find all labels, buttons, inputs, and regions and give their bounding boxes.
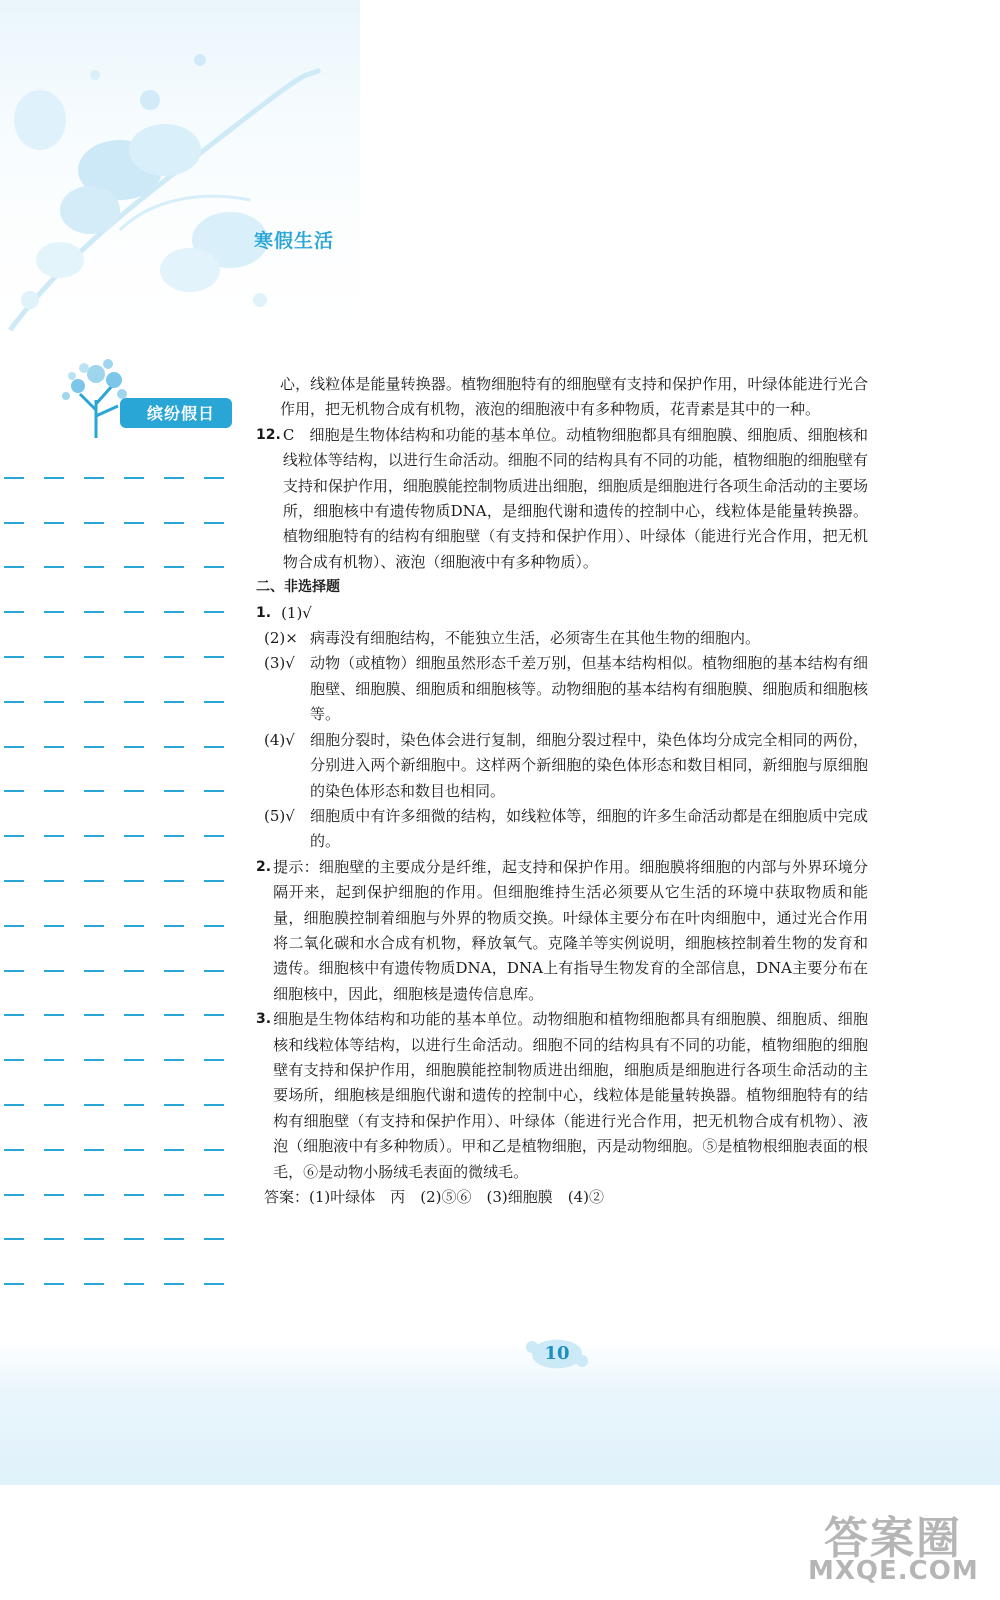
question-number: 2. [256, 858, 272, 875]
note-line [4, 568, 224, 613]
note-line [4, 1016, 224, 1061]
question-number: 1. [256, 604, 272, 621]
watermark-line-1: 答案圈 [824, 1513, 962, 1564]
section-heading: 二、非选择题 [256, 579, 340, 596]
note-line [4, 972, 224, 1017]
watermark [802, 1500, 992, 1596]
question-number: 12. [256, 426, 281, 443]
header-title: 寒假生活 [254, 230, 335, 252]
sub-text: 动物（或植物）细胞虽然形态千差万别，但基本结构相似。植物细胞的基本结构有细胞壁、细胞膜、细胞质和细胞核等。动物细胞的基本结构有细胞膜、细胞质和细胞核等。 [310, 654, 868, 724]
sub-label: (3)√ [264, 654, 295, 673]
note-line [4, 703, 224, 748]
footer-band [0, 1340, 1000, 1485]
question-3 [256, 1007, 868, 1185]
note-line [4, 524, 224, 569]
note-line [4, 479, 224, 524]
main-content [256, 372, 868, 1210]
question-2 [256, 855, 868, 1007]
note-line [4, 1151, 224, 1196]
question-answer-text: 提示：细胞壁的主要成分是纤维，起支持和保护作用。细胞膜将细胞的内部与外界环境分隔开来，起到保护细胞的作用。但细胞维持生活必须要从它生活的环境中获取物质和能量，细胞膜控制着细胞与外界的物质交换。叶绿体主要分布在叶肉细胞中，通过光合作用将二氧化碳和水合成有机物，释放氧气。克隆羊等实例说明，细胞核控制着生物的发育和遗传。细胞核中有遗传物质DNA，DNA上有指导生物发育的全部信息，DNA主要分布在细胞核中，因此，细胞核是遗传信息库。 [273, 857, 868, 1003]
note-line [4, 748, 224, 793]
question-1 [256, 601, 868, 626]
question-12 [256, 423, 868, 575]
final-answer: 答案：(1)叶绿体 丙 (2)⑤⑥ (3)细胞膜 (4)② [264, 1188, 604, 1206]
page-number-badge [524, 1329, 590, 1379]
note-line [4, 1196, 224, 1241]
sub-label: (1)√ [281, 603, 312, 622]
note-line [4, 792, 224, 837]
sub-label: (4)√ [264, 730, 295, 749]
watermark-line-2: MXQE.COM [808, 1556, 979, 1586]
floral-decoration [0, 0, 360, 370]
note-line [4, 1061, 224, 1106]
sub-text: 细胞质中有许多细微的结构，如线粒体等，细胞的许多生命活动都是在细胞质中完成的。 [310, 806, 868, 851]
sub-answer [256, 804, 868, 855]
question-answer-text: 细胞是生物体结构和功能的基本单位。动物细胞和植物细胞都具有细胞膜、细胞质、细胞核和线粒体等结构，以进行生命活动。细胞不同的结构具有不同的功能，植物细胞的细胞壁有支持和保护作用，细胞膜能控制物质进出细胞，细胞质是细胞进行各项生命活动的主要场所，细胞核是细胞代谢和遗传的控制中心，线粒体是能量转换器。植物细胞特有的结构有细胞壁（有支持和保护作用）、叶绿体（能进行光合作用，把无机物合成有机物）、液泡（细胞液中有多种物质）。甲和乙是植物细胞，丙是动物细胞。⑤是植物根细胞表面的根毛，⑥是动物小肠绒毛表面的微绒毛。 [273, 1010, 868, 1181]
note-line [4, 658, 224, 703]
note-line [4, 882, 224, 927]
sidebar-badge [62, 354, 232, 438]
question-number: 3. [256, 1011, 272, 1028]
sub-answer [256, 728, 868, 804]
note-line [4, 1240, 224, 1285]
sidebar-badge-label: 缤纷假日 [146, 404, 215, 423]
sub-answer [256, 651, 868, 727]
note-line [4, 1106, 224, 1151]
sub-answer [273, 601, 868, 626]
continuation-paragraph: 心，线粒体是能量转换器。植物细胞特有的细胞壁有支持和保护作用，叶绿体能进行光合作用，把无机物合成有机物，液泡的细胞液中有多种物质，花青素是其中的一种。 [280, 375, 868, 419]
sub-text: 细胞分裂时，染色体会进行复制，细胞分裂过程中，染色体均分成完全相同的两份，分别进入两个新细胞中。这样两个新细胞的染色体形态和数目相同，新细胞与原细胞的染色体形态和数目也相同。 [310, 730, 868, 800]
note-line [4, 434, 224, 479]
note-line [4, 837, 224, 882]
note-lines [4, 434, 224, 1285]
note-line [4, 613, 224, 658]
question-sub-list [273, 601, 868, 626]
note-line [4, 927, 224, 972]
sub-answer [256, 626, 868, 651]
sub-label: (2)× [264, 629, 298, 648]
question-answer-text: C 细胞是生物体结构和功能的基本单位。动植物细胞都具有细胞膜、细胞质、细胞核和线粒体等结构，以进行生命活动。细胞不同的结构具有不同的功能，植物细胞的细胞壁有支持和保护作用，细胞膜能控制物质进出细胞，细胞质是细胞进行各项生命活动的主要场所，细胞核中有遗传物质DNA，是细胞代谢和遗传的控制中心，线粒体是能量转换器。植物细胞特有的结构有细胞壁（有支持和保护作用）、叶绿体（能进行光合作用，把无机物合成有机物）、液泡（细胞液中有多种物质）。 [282, 425, 868, 571]
sub-text: 病毒没有细胞结构，不能独立生活，必须寄生在其他生物的细胞内。 [310, 629, 761, 648]
page-number: 10 [544, 1343, 570, 1364]
sub-label: (5)√ [264, 806, 295, 825]
sub-text [327, 601, 868, 626]
